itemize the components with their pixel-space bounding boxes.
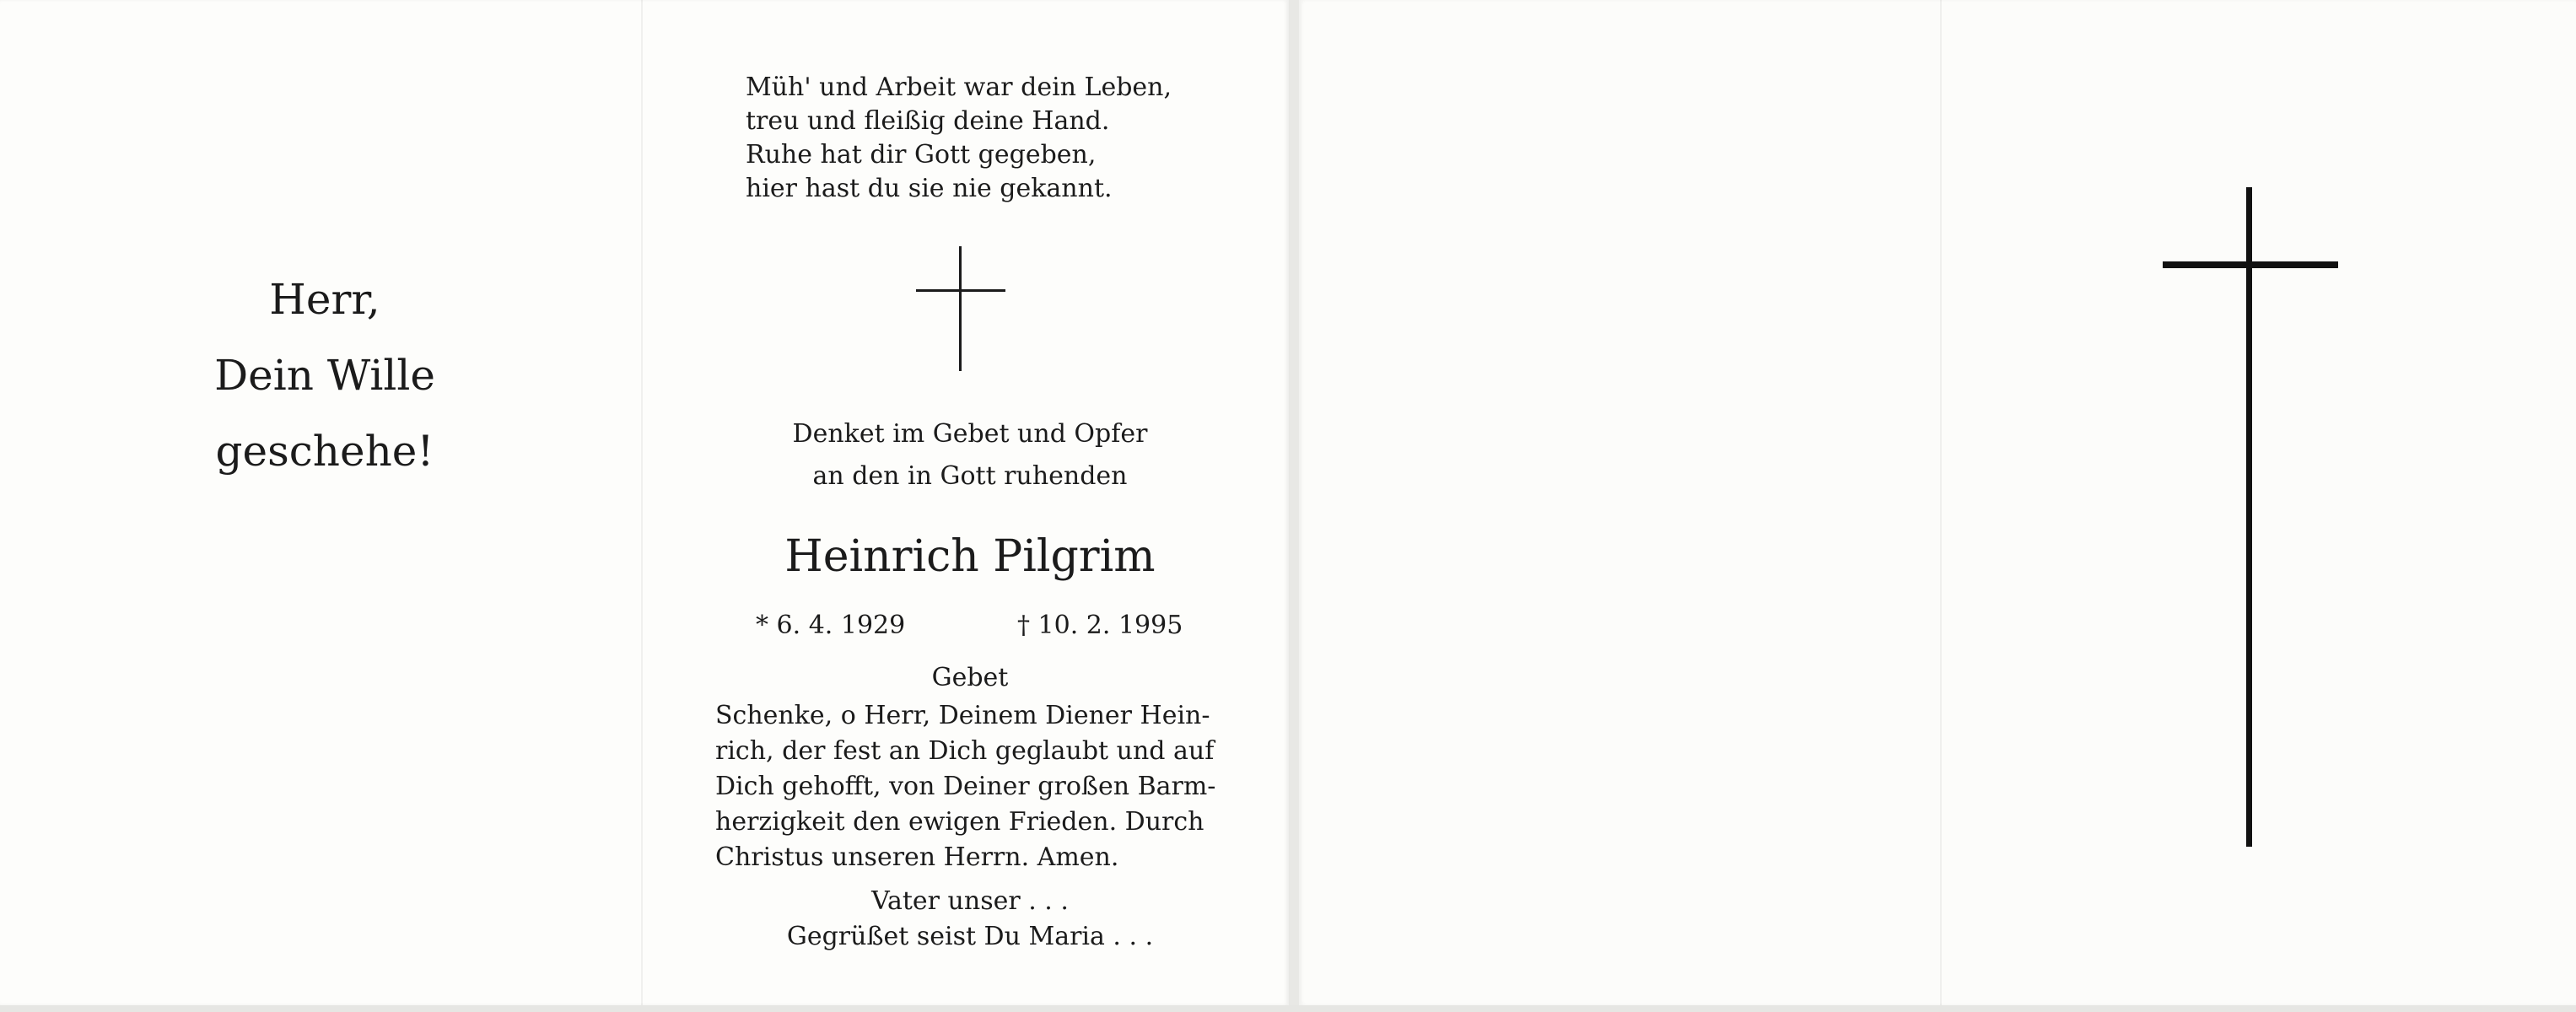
verse-line: Dein Wille [214, 351, 435, 400]
deceased-name: Heinrich Pilgrim [784, 531, 1156, 582]
verse-line: geschehe! [215, 427, 434, 476]
closing-prayers [700, 884, 1240, 955]
right-sheet [1299, 0, 2576, 1005]
poem-line: hier hast du sie nie gekannt. [746, 174, 1113, 203]
fold-line [1940, 0, 1942, 1005]
prayer-title: Gebet [931, 663, 1009, 692]
closing-line: Gegrüßet seist Du Maria . . . [786, 922, 1154, 951]
poem-line: Müh' und Arbeit war dein Leben, [746, 73, 1172, 102]
poem-line: Ruhe hat dir Gott gegeben, [746, 140, 1097, 170]
cross-vertical-bar [959, 246, 962, 371]
prayer-line: Schenke, o Herr, Deinem Diener Hein- [715, 701, 1210, 730]
prayer-line: Christus unseren Herrn. Amen. [715, 842, 1119, 872]
closing-line: Vater unser . . . [871, 886, 1069, 916]
cross-icon [916, 246, 1005, 371]
fold-line [641, 0, 643, 1005]
poem [746, 71, 1172, 206]
birth-date: * 6. 4. 1929 [756, 611, 906, 640]
prayer-line: rich, der fest an Dich geglaubt und auf [715, 736, 1215, 766]
bottom-edge [0, 1005, 2576, 1012]
intro-line: an den in Gott ruhenden [812, 461, 1128, 491]
cross-horizontal-bar [916, 289, 1005, 292]
prayer-text [715, 698, 1215, 875]
cross-horizontal-bar [2163, 261, 2338, 268]
sheet-gap [1289, 0, 1299, 1012]
cross-icon [2163, 187, 2338, 847]
intro-line: Denket im Gebet und Opfer [792, 419, 1148, 449]
verse-line: Herr, [269, 275, 380, 324]
inner-cover-verse [152, 261, 498, 489]
poem-line: treu und fleißig deine Hand. [746, 106, 1110, 136]
cross-vertical-bar [2246, 187, 2252, 847]
prayer-line: Dich gehofft, von Deiner großen Barm- [715, 772, 1216, 801]
prayer-line: herzigkeit den ewigen Frieden. Durch [715, 807, 1204, 837]
death-date: † 10. 2. 1995 [1017, 611, 1183, 640]
remembrance-intro [700, 413, 1240, 498]
